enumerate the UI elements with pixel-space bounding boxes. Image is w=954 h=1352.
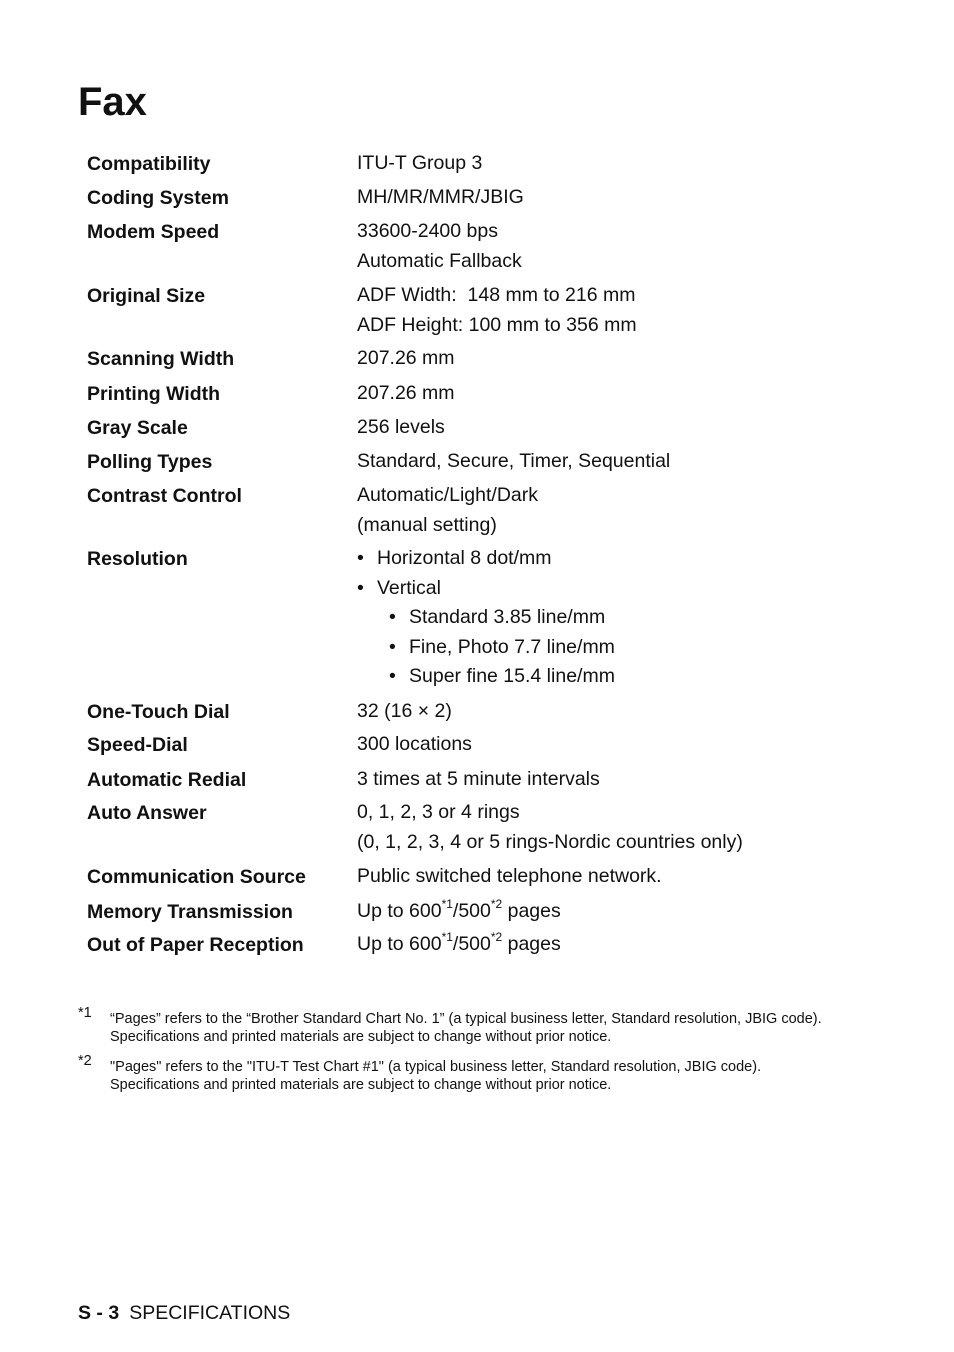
spec-value-line: Public switched telephone network.	[357, 865, 662, 887]
bullet-item	[357, 574, 615, 604]
footnote-ref: *1	[441, 929, 453, 944]
spec-value-line: ITU-T Group 3	[357, 152, 483, 174]
bullet-icon: •	[389, 665, 396, 687]
footnote-text: "Pages" refers to the "ITU-T Test Chart #1" (a typical business letter, Standard resolution, JBIG code). Specifications and printed materials are subject to change without prior notice.	[110, 1059, 762, 1093]
spec-label: Printing Width	[87, 383, 221, 405]
spec-value-line: 0, 1, 2, 3 or 4 rings	[357, 801, 520, 823]
spec-value-line: 33600-2400 bps	[357, 220, 498, 242]
bullet-text: Vertical	[377, 576, 441, 599]
spec-label: Auto Answer	[87, 802, 207, 824]
spec-value-line	[357, 930, 561, 960]
footnote-mark: *2	[78, 1053, 92, 1069]
spec-label: One-Touch Dial	[87, 701, 230, 723]
spec-value-line: 300 locations	[357, 733, 472, 755]
sub-bullet-item	[389, 633, 615, 663]
spec-value-line: ADF Width: 148 mm to 216 mm	[357, 284, 636, 306]
spec-value-line: MH/MR/MMR/JBIG	[357, 186, 524, 208]
page-number: S - 3	[78, 1302, 120, 1324]
pages-text: pages	[502, 933, 561, 955]
spec-value-line: Automatic/Light/Dark	[357, 484, 538, 506]
spec-value-line	[357, 897, 561, 927]
spec-label: Compatibility	[87, 153, 211, 175]
spec-value	[357, 149, 482, 179]
sub-bullet-item	[389, 603, 615, 633]
bullet-item	[357, 544, 615, 574]
spec-value	[357, 183, 524, 213]
spec-value	[357, 730, 472, 760]
spec-label: Gray Scale	[87, 417, 188, 439]
spec-label: Memory Transmission	[87, 901, 293, 923]
spec-value	[357, 897, 561, 927]
spec-value	[357, 481, 538, 540]
spec-value-line: Automatic Fallback	[357, 249, 522, 272]
page-title: Fax	[78, 80, 147, 124]
spec-value	[357, 862, 662, 892]
pages-text: pages	[502, 900, 561, 922]
sub-bullet-item	[389, 662, 615, 692]
spec-label: Automatic Redial	[87, 769, 247, 791]
spec-label: Polling Types	[87, 451, 213, 473]
spec-label: Communication Source	[87, 866, 306, 888]
spec-value	[357, 379, 455, 409]
spec-value	[357, 544, 615, 692]
bullet-icon: •	[357, 547, 364, 569]
bullet-text: Super fine 15.4 line/mm	[409, 665, 615, 687]
pages-text: /500	[452, 933, 491, 955]
spec-value	[357, 447, 670, 477]
spec-value	[357, 344, 455, 374]
spec-label: Original Size	[87, 285, 206, 307]
bullet-icon: •	[389, 606, 396, 628]
pages-text: Up to 600	[357, 933, 442, 955]
spec-value	[357, 697, 452, 727]
spec-value	[357, 765, 600, 795]
page-footer	[78, 1300, 290, 1326]
spec-value	[357, 217, 522, 276]
bullet-icon: •	[357, 576, 364, 599]
bullet-text: Standard 3.85 line/mm	[409, 606, 606, 628]
spec-label: Contrast Control	[87, 485, 242, 507]
section-name: SPECIFICATIONS	[129, 1302, 291, 1324]
bullet-text: Horizontal 8 dot/mm	[377, 547, 552, 569]
spec-label: Coding System	[87, 187, 229, 209]
spec-value-line: (manual setting)	[357, 513, 497, 536]
spec-value	[357, 281, 637, 340]
spec-value-line: 207.26 mm	[357, 347, 455, 369]
spec-value-line: ADF Height: 100 mm to 356 mm	[357, 313, 637, 336]
pages-text: Up to 600	[357, 900, 442, 922]
spec-value-line: Standard, Secure, Timer, Sequential	[357, 450, 671, 472]
spec-label: Out of Paper Reception	[87, 934, 304, 956]
footnote-mark: *1	[78, 1005, 92, 1021]
spec-value	[357, 930, 561, 960]
footnote-ref: *2	[490, 929, 503, 944]
footnote-ref: *1	[441, 896, 453, 911]
bullet-text: Fine, Photo 7.7 line/mm	[409, 635, 615, 658]
spec-label: Modem Speed	[87, 221, 220, 243]
spec-value-line: 32 (16 × 2)	[357, 700, 452, 722]
pages-text: /500	[452, 900, 491, 922]
spec-label: Speed-Dial	[87, 734, 188, 756]
spec-value-line: 3 times at 5 minute intervals	[357, 768, 600, 790]
spec-value	[357, 413, 445, 443]
spec-value-line: 207.26 mm	[357, 382, 455, 404]
spec-value-line: (0, 1, 2, 3, 4 or 5 rings-Nordic countries only)	[357, 830, 743, 853]
bullet-icon: •	[389, 635, 396, 658]
spec-value-line: 256 levels	[357, 416, 445, 438]
footnote-ref: *2	[490, 896, 503, 911]
spec-label: Resolution	[87, 548, 188, 570]
spec-value	[357, 798, 743, 857]
spec-label: Scanning Width	[87, 348, 235, 370]
footnote-text: “Pages” refers to the “Brother Standard Chart No. 1” (a typical business letter, Standard resolution, JBIG code). Specifications and printed materials are subject to change without prior notice.	[110, 1011, 822, 1045]
